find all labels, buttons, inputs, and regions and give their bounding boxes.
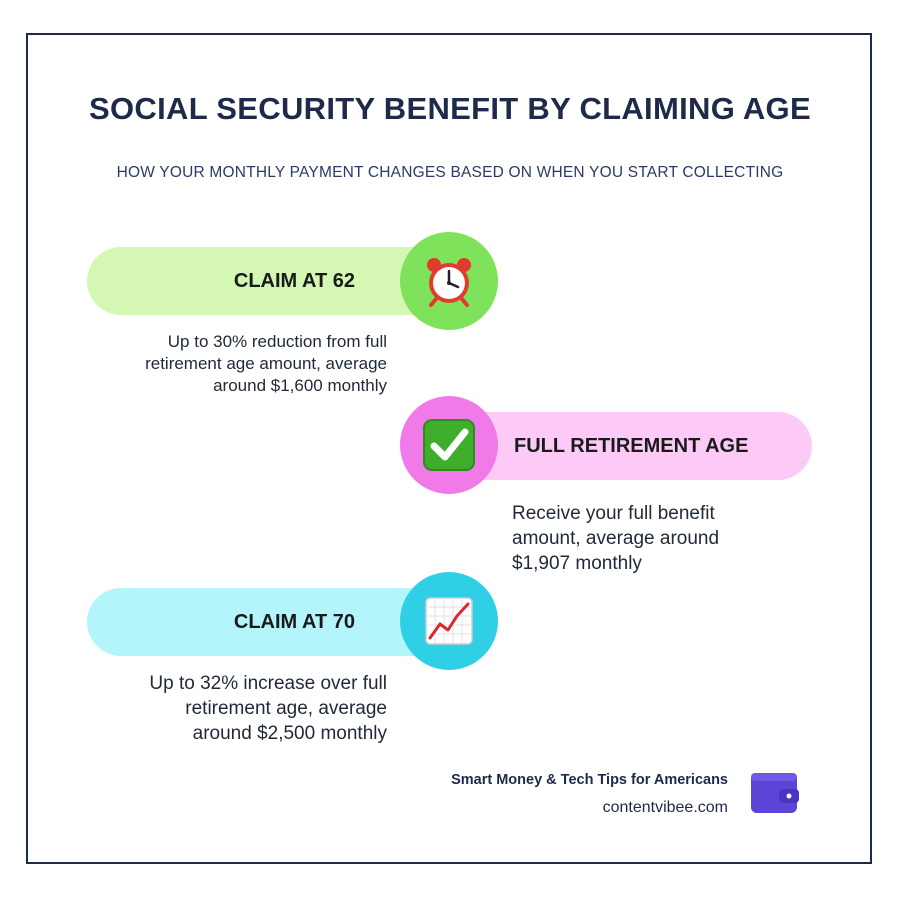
step-claim-70-label: CLAIM AT 70 (233, 610, 355, 633)
footer-site-link[interactable]: contentvibee.com (602, 799, 728, 816)
step-claim-62-label: CLAIM AT 62 (233, 269, 355, 292)
step-full-retirement-label: FULL RETIREMENT AGE (514, 434, 749, 457)
alarm-clock-icon (422, 254, 476, 308)
page-subtitle: HOW YOUR MONTHLY PAYMENT CHANGES BASED ON WHEN YOU START COLLECTING (116, 164, 784, 181)
chart-increasing-icon (424, 596, 474, 646)
page-title: SOCIAL SECURITY BENEFIT BY CLAIMING AGE (89, 91, 811, 126)
check-mark-icon (422, 418, 476, 472)
step-full-retirement-description: Receive your full benefit amount, average around $1,907 monthly (512, 503, 720, 574)
step-claim-70-description: Up to 32% increase over full retirement age, average around $2,500 monthly (149, 673, 387, 744)
step-claim-70-badge (400, 572, 498, 670)
step-claim-62-badge (400, 232, 498, 330)
step-claim-62-description: Up to 30% reduction from full retirement age amount, average around $1,600 monthly (145, 332, 387, 395)
footer-tagline: Smart Money & Tech Tips for Americans (451, 772, 728, 788)
wallet-icon (749, 771, 801, 817)
step-full-retirement-badge (400, 396, 498, 494)
